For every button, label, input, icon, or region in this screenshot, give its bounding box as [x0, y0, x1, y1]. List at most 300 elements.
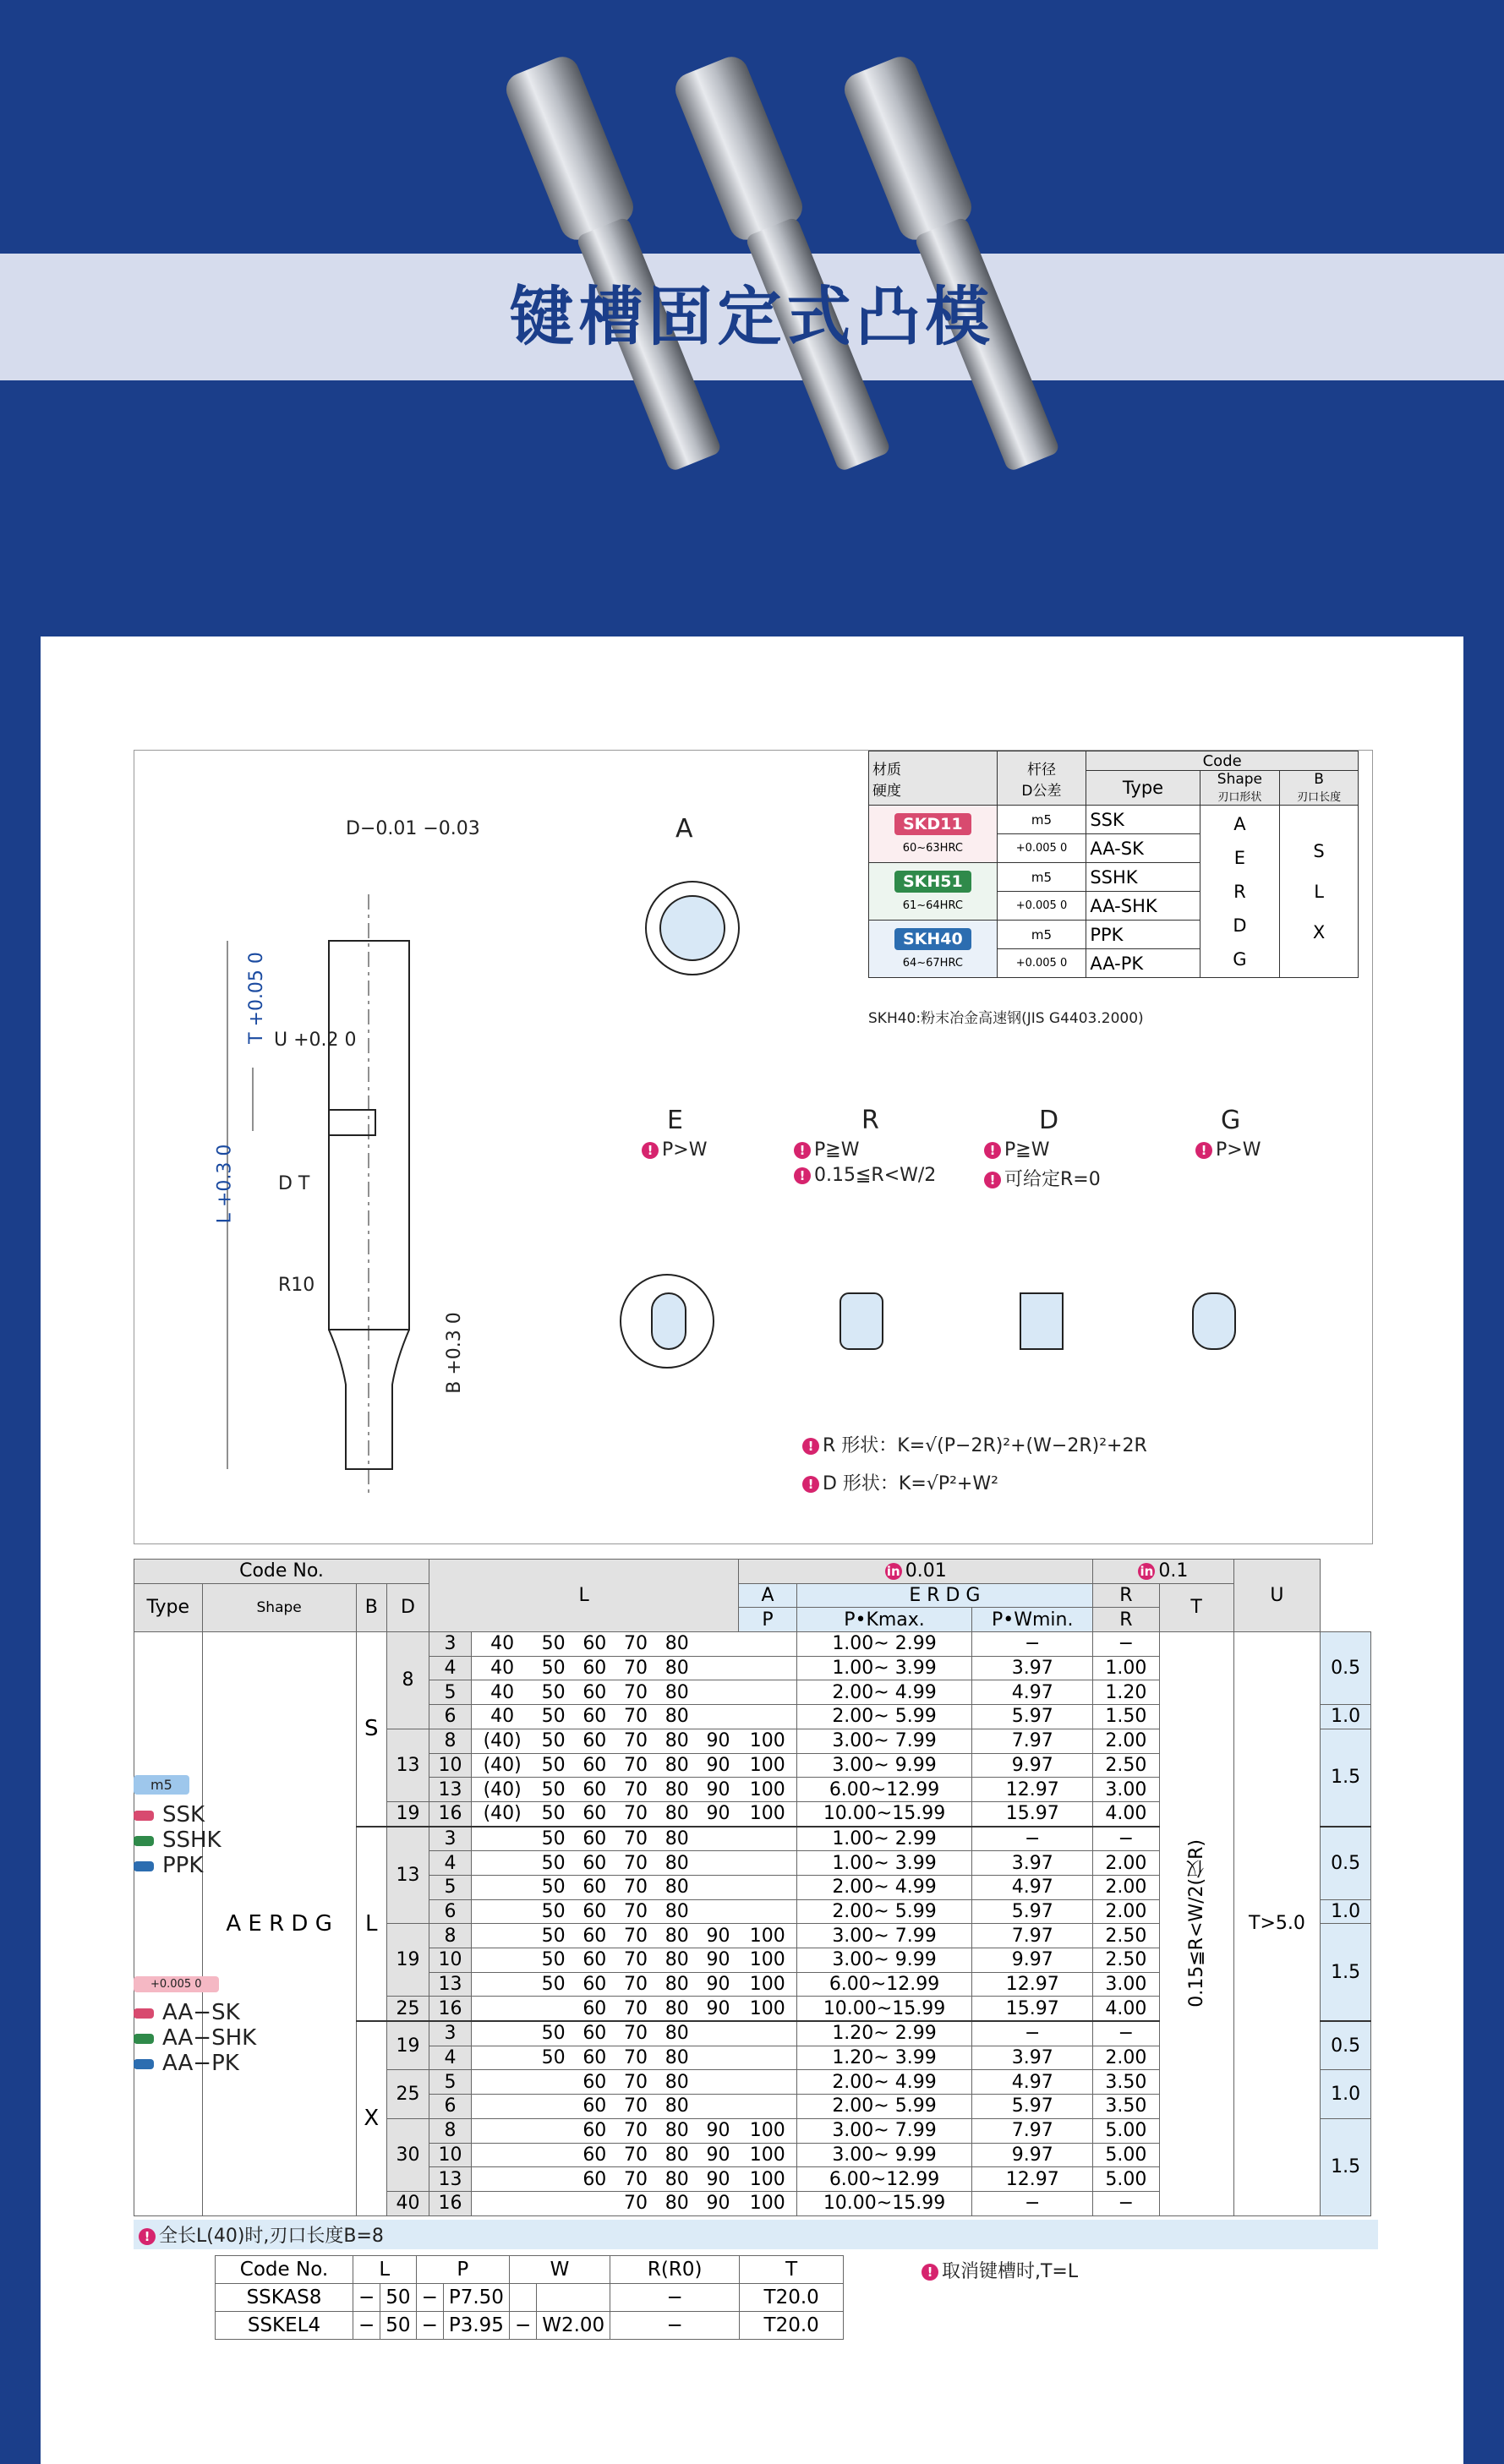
sub-p: P: [739, 1608, 796, 1632]
l-cell: 50: [533, 1948, 574, 1973]
legend-item: AA−SHK: [134, 2025, 256, 2051]
l-cell: 70: [615, 1899, 657, 1924]
l-cell: 100: [739, 1801, 796, 1826]
l-cell: 50: [533, 2021, 574, 2046]
sample-col-w: W: [509, 2256, 610, 2284]
p-range: 3.00~ 7.99: [796, 1729, 972, 1753]
view-a-label: A: [675, 814, 693, 844]
l-cell: 70: [615, 1972, 657, 1997]
l-cell: 60: [574, 1632, 615, 1657]
unit-01: in 0.1: [1093, 1560, 1233, 1584]
l-cell: 70: [615, 2118, 657, 2143]
l-cell: [739, 1705, 796, 1729]
p-cell: 16: [429, 1801, 472, 1826]
p-range: 3.00~ 9.99: [796, 2143, 972, 2167]
l-cell: 70: [615, 1948, 657, 1973]
wmin-cell: 3.50: [1093, 2070, 1159, 2095]
l-cell: 100: [739, 1924, 796, 1948]
wmin-cell: 1.00: [1093, 1656, 1159, 1680]
l-cell: 80: [656, 1778, 697, 1802]
l-cell: 80: [656, 1680, 697, 1705]
wmin-cell: 2.00: [1093, 2046, 1159, 2070]
l-cell: 70: [615, 1680, 657, 1705]
l-cell: 50: [533, 1632, 574, 1657]
u-cell: 1.0: [1321, 1899, 1371, 1924]
p-cell: 4: [429, 1851, 472, 1876]
l-cell: 70: [615, 1997, 657, 2021]
l-cell: [697, 2021, 739, 2046]
l-cell: 60: [574, 1753, 615, 1778]
l-cell: 60: [574, 1948, 615, 1973]
l-cell: 80: [656, 1656, 697, 1680]
dim-b-label: B +0.3 0: [443, 1312, 465, 1394]
kmax-cell: −: [972, 2021, 1093, 2046]
dim-u-label: U +0.2 0: [274, 1030, 357, 1051]
shape-d-title: D: [1039, 1106, 1059, 1135]
wmin-cell: 3.50: [1093, 2095, 1159, 2119]
wmin-cell: −: [1093, 2021, 1159, 2046]
l-cell: [574, 2191, 615, 2215]
technical-drawing: [134, 750, 1373, 1544]
l-cell: [472, 2070, 533, 2095]
legend-m5: m5: [134, 1775, 189, 1795]
legend-item: SSHK: [134, 1828, 221, 1853]
p-cell: 13: [429, 1778, 472, 1802]
l-cell: [533, 2095, 574, 2119]
p-range: 2.00~ 4.99: [796, 2070, 972, 2095]
p-cell: 5: [429, 2070, 472, 2095]
shape-r-cond1: ! P≧W: [794, 1139, 859, 1161]
l-cell: 50: [533, 1705, 574, 1729]
l-cell: (40): [472, 1753, 533, 1778]
p-cell: 4: [429, 1656, 472, 1680]
d-cell: 25: [386, 2070, 429, 2118]
u-cell: 0.5: [1321, 1827, 1371, 1900]
l-cell: [533, 2070, 574, 2095]
l-cell: 80: [656, 2167, 697, 2192]
p-cell: 8: [429, 1729, 472, 1753]
l-cell: [697, 1705, 739, 1729]
col-material: 材质 硬度: [869, 751, 998, 806]
l-cell: 80: [656, 1827, 697, 1851]
tol-plus: +0.005 0: [997, 949, 1086, 978]
p-range: 6.00~12.99: [796, 2167, 972, 2192]
wmin-cell: 3.00: [1093, 1972, 1159, 1997]
l-cell: 70: [615, 1753, 657, 1778]
kmax-cell: 9.97: [972, 2143, 1093, 2167]
l-cell: 50: [533, 1656, 574, 1680]
wmin-cell: 1.50: [1093, 1705, 1159, 1729]
l-cell: 50: [533, 1899, 574, 1924]
p-range: 6.00~12.99: [796, 1972, 972, 1997]
l-cell: 60: [574, 1827, 615, 1851]
p-range: 1.00~ 2.99: [796, 1632, 972, 1657]
l-cell: 80: [656, 2118, 697, 2143]
l-cell: [739, 2046, 796, 2070]
datum-d-label: D T: [278, 1173, 310, 1194]
p-range: 3.00~ 9.99: [796, 1948, 972, 1973]
u-header: U: [1233, 1560, 1321, 1632]
wmin-cell: 2.00: [1093, 1729, 1159, 1753]
dim-l-label: L +0.3 0: [214, 1144, 236, 1224]
sample-col-r: R(R0): [610, 2256, 740, 2284]
kmax-cell: 5.97: [972, 1899, 1093, 1924]
tol-plus: +0.005 0: [997, 834, 1086, 863]
l-cell: 70: [615, 2191, 657, 2215]
l-cell: [697, 1656, 739, 1680]
l-cell: 90: [697, 2118, 739, 2143]
d-cell: 19: [386, 1924, 429, 1997]
sample-note: ! 取消键槽时,T=L: [922, 2257, 1078, 2283]
l-cell: 90: [697, 1753, 739, 1778]
l-cell: 90: [697, 1924, 739, 1948]
wmin-cell: 4.00: [1093, 1997, 1159, 2021]
l-header: L: [429, 1560, 739, 1632]
kmax-cell: −: [972, 1632, 1093, 1657]
l-cell: 80: [656, 2046, 697, 2070]
l-cell: [472, 1875, 533, 1899]
l-cell: [697, 2046, 739, 2070]
l-cell: [533, 2191, 574, 2215]
l-cell: 80: [656, 1997, 697, 2021]
sample-col-t: T: [740, 2256, 844, 2284]
p-cell: 5: [429, 1875, 472, 1899]
u-cell: 1.5: [1321, 1924, 1371, 2021]
p-range: 10.00~15.99: [796, 1997, 972, 2021]
l-cell: 60: [574, 2143, 615, 2167]
wmin-cell: −: [1093, 2191, 1159, 2215]
u-cell: 0.5: [1321, 1632, 1371, 1705]
l-cell: [739, 1680, 796, 1705]
p-range: 6.00~12.99: [796, 1778, 972, 1802]
d-cell: 30: [386, 2118, 429, 2191]
shape-r-title: R: [861, 1106, 879, 1135]
l-cell: 50: [533, 1851, 574, 1876]
shape-e-title: E: [667, 1106, 683, 1135]
l-cell: 60: [574, 1705, 615, 1729]
l-cell: [472, 1899, 533, 1924]
tol-m5: m5: [997, 806, 1086, 834]
type-cell: [134, 1632, 203, 2216]
l-cell: 80: [656, 1753, 697, 1778]
u-cell: 1.0: [1321, 2070, 1371, 2118]
type-ssk: SSK: [1086, 806, 1200, 834]
l-cell: 100: [739, 1948, 796, 1973]
kmax-cell: 12.97: [972, 1778, 1093, 1802]
p-cell: 16: [429, 1997, 472, 2021]
b-list: S L X: [1280, 806, 1359, 978]
l-cell: 70: [615, 1729, 657, 1753]
type-aa-shk: AA-SHK: [1086, 892, 1200, 921]
l-cell: [739, 2095, 796, 2119]
sample-row: SSKEL4 − 50 − P3.95 − W2.00 − T20.0: [216, 2312, 844, 2340]
p-cell: 16: [429, 2191, 472, 2215]
l-cell: 70: [615, 1851, 657, 1876]
l-cell: [739, 1851, 796, 1876]
l-cell: 60: [574, 1851, 615, 1876]
col-type: Type: [1086, 771, 1200, 806]
sub-r2: R: [1093, 1608, 1159, 1632]
wmin-cell: 5.00: [1093, 2143, 1159, 2167]
material-skh40: SKH40 64~67HRC: [869, 921, 998, 978]
l-cell: 80: [656, 1729, 697, 1753]
kmax-cell: 7.97: [972, 1924, 1093, 1948]
wmin-cell: 2.00: [1093, 1875, 1159, 1899]
l-cell: 60: [574, 1801, 615, 1826]
formula-r: ! R 形状：K=√(P−2R)²+(W−2R)²+2R: [802, 1431, 1147, 1457]
l-cell: 50: [533, 1875, 574, 1899]
l-cell: 60: [574, 2070, 615, 2095]
l-cell: [739, 1875, 796, 1899]
l-cell: 90: [697, 1997, 739, 2021]
kmax-cell: 5.97: [972, 2095, 1093, 2119]
u-cell: 1.5: [1321, 2118, 1371, 2215]
l-cell: [472, 2191, 533, 2215]
l-cell: [697, 2095, 739, 2119]
p-cell: 10: [429, 1948, 472, 1973]
l-cell: 100: [739, 1729, 796, 1753]
l-cell: 50: [533, 1778, 574, 1802]
l-cell: 70: [615, 2095, 657, 2119]
wmin-cell: −: [1093, 1632, 1159, 1657]
l-cell: 80: [656, 1851, 697, 1876]
l-cell: 60: [574, 2095, 615, 2119]
d-cell: 8: [386, 1632, 429, 1729]
l-cell: 100: [739, 1753, 796, 1778]
p-range: 3.00~ 7.99: [796, 2118, 972, 2143]
l-cell: [472, 2021, 533, 2046]
l-cell: 80: [656, 1948, 697, 1973]
l-cell: 60: [574, 2167, 615, 2192]
l-cell: [697, 1632, 739, 1657]
d-cell: 13: [386, 1827, 429, 1924]
l-cell: [533, 2167, 574, 2192]
l-cell: 80: [656, 2070, 697, 2095]
sample-col-l: L: [353, 2256, 417, 2284]
col-tolerance: 杆径 D公差: [997, 751, 1086, 806]
l-cell: 70: [615, 1827, 657, 1851]
l-cell: 100: [739, 1778, 796, 1802]
d-header: D: [386, 1583, 429, 1631]
wmin-cell: 2.00: [1093, 1851, 1159, 1876]
b-letter: L: [356, 1827, 386, 2022]
l-cell: 90: [697, 1972, 739, 1997]
d-cell: 25: [386, 1997, 429, 2021]
kmax-cell: 3.97: [972, 1656, 1093, 1680]
l-cell: [472, 2095, 533, 2119]
l-cell: 40: [472, 1680, 533, 1705]
p-cell: 13: [429, 1972, 472, 1997]
l-cell: 50: [533, 1680, 574, 1705]
l-cell: 90: [697, 1948, 739, 1973]
punch-drawing: [151, 801, 506, 1511]
type-header: Type: [134, 1583, 203, 1631]
kmax-cell: 7.97: [972, 2118, 1093, 2143]
l-cell: [472, 2046, 533, 2070]
p-range: 2.00~ 4.99: [796, 1680, 972, 1705]
l-cell: 100: [739, 2191, 796, 2215]
l-cell: [697, 2070, 739, 2095]
kmax-cell: 9.97: [972, 1753, 1093, 1778]
shape-profiles: [557, 1241, 1403, 1410]
p-range: 3.00~ 7.99: [796, 1924, 972, 1948]
wmin-cell: 2.50: [1093, 1948, 1159, 1973]
d-cell: 19: [386, 2021, 429, 2070]
l-cell: [472, 1948, 533, 1973]
view-a-drawing: [608, 852, 777, 1004]
l-cell: 60: [574, 2046, 615, 2070]
d-cell: 19: [386, 1801, 429, 1826]
l-cell: [697, 1899, 739, 1924]
wmin-cell: −: [1093, 1827, 1159, 1851]
p-range: 1.20~ 2.99: [796, 2021, 972, 2046]
l-cell: [739, 2021, 796, 2046]
d-cell: 40: [386, 2191, 429, 2215]
col-b: B 刃口长度: [1280, 771, 1359, 806]
wmin-cell: 3.00: [1093, 1778, 1159, 1802]
l-cell: 50: [533, 1753, 574, 1778]
p-range: 1.00~ 3.99: [796, 1851, 972, 1876]
wmin-cell: 5.00: [1093, 2167, 1159, 2192]
legend-item: AA−PK: [134, 2051, 256, 2076]
shape-list: A E R D G: [1200, 806, 1280, 978]
legend-group-1: [134, 1770, 221, 1878]
table-footnote: ! 全长L(40)时,刃口长度B=8: [134, 2220, 1378, 2249]
kmax-cell: 4.97: [972, 2070, 1093, 2095]
material-spec-table: [868, 751, 1359, 978]
p-cell: 8: [429, 2118, 472, 2143]
l-cell: 60: [574, 1997, 615, 2021]
l-cell: 80: [656, 2143, 697, 2167]
p-range: 2.00~ 5.99: [796, 1705, 972, 1729]
legend-tol: +0.005 0: [134, 1976, 219, 1992]
l-cell: 40: [472, 1705, 533, 1729]
l-cell: 80: [656, 1705, 697, 1729]
l-cell: 70: [615, 1705, 657, 1729]
l-cell: 60: [574, 1899, 615, 1924]
wmin-cell: 2.50: [1093, 1924, 1159, 1948]
wmin-cell: 4.00: [1093, 1801, 1159, 1826]
l-cell: 70: [615, 2070, 657, 2095]
l-cell: 50: [533, 1729, 574, 1753]
l-cell: [533, 1997, 574, 2021]
wmin-cell: 1.20: [1093, 1680, 1159, 1705]
l-cell: [472, 1997, 533, 2021]
shape-header: Shape: [202, 1583, 356, 1631]
table-row: [134, 1632, 1371, 1657]
l-cell: [472, 2118, 533, 2143]
l-cell: 100: [739, 2118, 796, 2143]
type-ppk: PPK: [1086, 921, 1200, 949]
sample-row: SSKAS8 − 50 − P7.50 − T20.0: [216, 2284, 844, 2312]
p-range: 10.00~15.99: [796, 1801, 972, 1826]
shape-letters: A E R D G: [202, 1632, 356, 2216]
l-cell: 100: [739, 2143, 796, 2167]
kmax-cell: 15.97: [972, 1801, 1093, 1826]
t-value: T>5.0: [1233, 1632, 1321, 2216]
l-cell: [739, 1827, 796, 1851]
material-skd11: SKD11 60~63HRC: [869, 806, 998, 863]
sample-col-p: P: [416, 2256, 509, 2284]
kmax-cell: 3.97: [972, 2046, 1093, 2070]
b-letter: X: [356, 2021, 386, 2215]
shape-g-cond: ! P>W: [1195, 1139, 1261, 1161]
l-cell: (40): [472, 1729, 533, 1753]
shape-d-cond1: ! P≧W: [984, 1139, 1049, 1161]
u-cell: 1.0: [1321, 1705, 1371, 1729]
type-aa-pk: AA-PK: [1086, 949, 1200, 978]
p-cell: 4: [429, 2046, 472, 2070]
b-letter: S: [356, 1632, 386, 1827]
dim-t-label: T +0.05 0: [245, 952, 267, 1044]
p-cell: 6: [429, 2095, 472, 2119]
l-cell: 60: [574, 2118, 615, 2143]
l-cell: 60: [574, 2021, 615, 2046]
dim-d-label: D−0.01 −0.03: [346, 818, 480, 839]
wmin-cell: 5.00: [1093, 2118, 1159, 2143]
material-note: SKH40:粉末冶金高速钢(JIS G4403.2000): [868, 1010, 1144, 1027]
l-cell: 60: [574, 1875, 615, 1899]
l-cell: 90: [697, 2143, 739, 2167]
unit-001: in 0.01: [739, 1560, 1093, 1584]
legend-group-2: [134, 1968, 256, 2076]
l-cell: 70: [615, 1778, 657, 1802]
col-shape: Shape 刃口形状: [1200, 771, 1280, 806]
wmin-cell: 2.50: [1093, 1753, 1159, 1778]
p-cell: 3: [429, 1632, 472, 1657]
formula-d: ! D 形状：K=√P²+W²: [802, 1469, 998, 1495]
l-cell: 70: [615, 1875, 657, 1899]
l-cell: 80: [656, 1801, 697, 1826]
shape-d-cond2: ! 可给定R=0: [984, 1165, 1101, 1191]
shape-r-cond2: ! 0.15≦R<W/2: [794, 1165, 936, 1186]
p-cell: 8: [429, 1924, 472, 1948]
p-cell: 6: [429, 1705, 472, 1729]
t-header: T: [1159, 1583, 1233, 1631]
l-cell: 40: [472, 1656, 533, 1680]
p-range: 2.00~ 4.99: [796, 1875, 972, 1899]
l-cell: 70: [615, 2143, 657, 2167]
tol-plus: +0.005 0: [997, 892, 1086, 921]
p-range: 2.00~ 5.99: [796, 1899, 972, 1924]
l-cell: 80: [656, 2095, 697, 2119]
p-cell: 6: [429, 1899, 472, 1924]
legend-item: PPK: [134, 1853, 221, 1878]
sub-kmax: P•Kmax.: [796, 1608, 972, 1632]
shape-e-cond: ! P>W: [642, 1139, 707, 1161]
sub-wmin: P•Wmin.: [972, 1608, 1093, 1632]
kmax-cell: 12.97: [972, 1972, 1093, 1997]
kmax-cell: 5.97: [972, 1705, 1093, 1729]
l-cell: 90: [697, 1801, 739, 1826]
l-cell: 50: [533, 1972, 574, 1997]
p-cell: 10: [429, 2143, 472, 2167]
u-cell: 1.5: [1321, 1729, 1371, 1826]
l-cell: 70: [615, 2167, 657, 2192]
l-cell: 60: [574, 1656, 615, 1680]
l-cell: 80: [656, 1924, 697, 1948]
p-range: 2.00~ 5.99: [796, 2095, 972, 2119]
l-cell: [697, 1827, 739, 1851]
l-cell: [739, 1656, 796, 1680]
p-cell: 3: [429, 2021, 472, 2046]
l-cell: [739, 1899, 796, 1924]
l-cell: (40): [472, 1801, 533, 1826]
l-cell: [472, 1924, 533, 1948]
l-cell: 50: [533, 1924, 574, 1948]
l-cell: (40): [472, 1778, 533, 1802]
l-cell: [739, 2070, 796, 2095]
